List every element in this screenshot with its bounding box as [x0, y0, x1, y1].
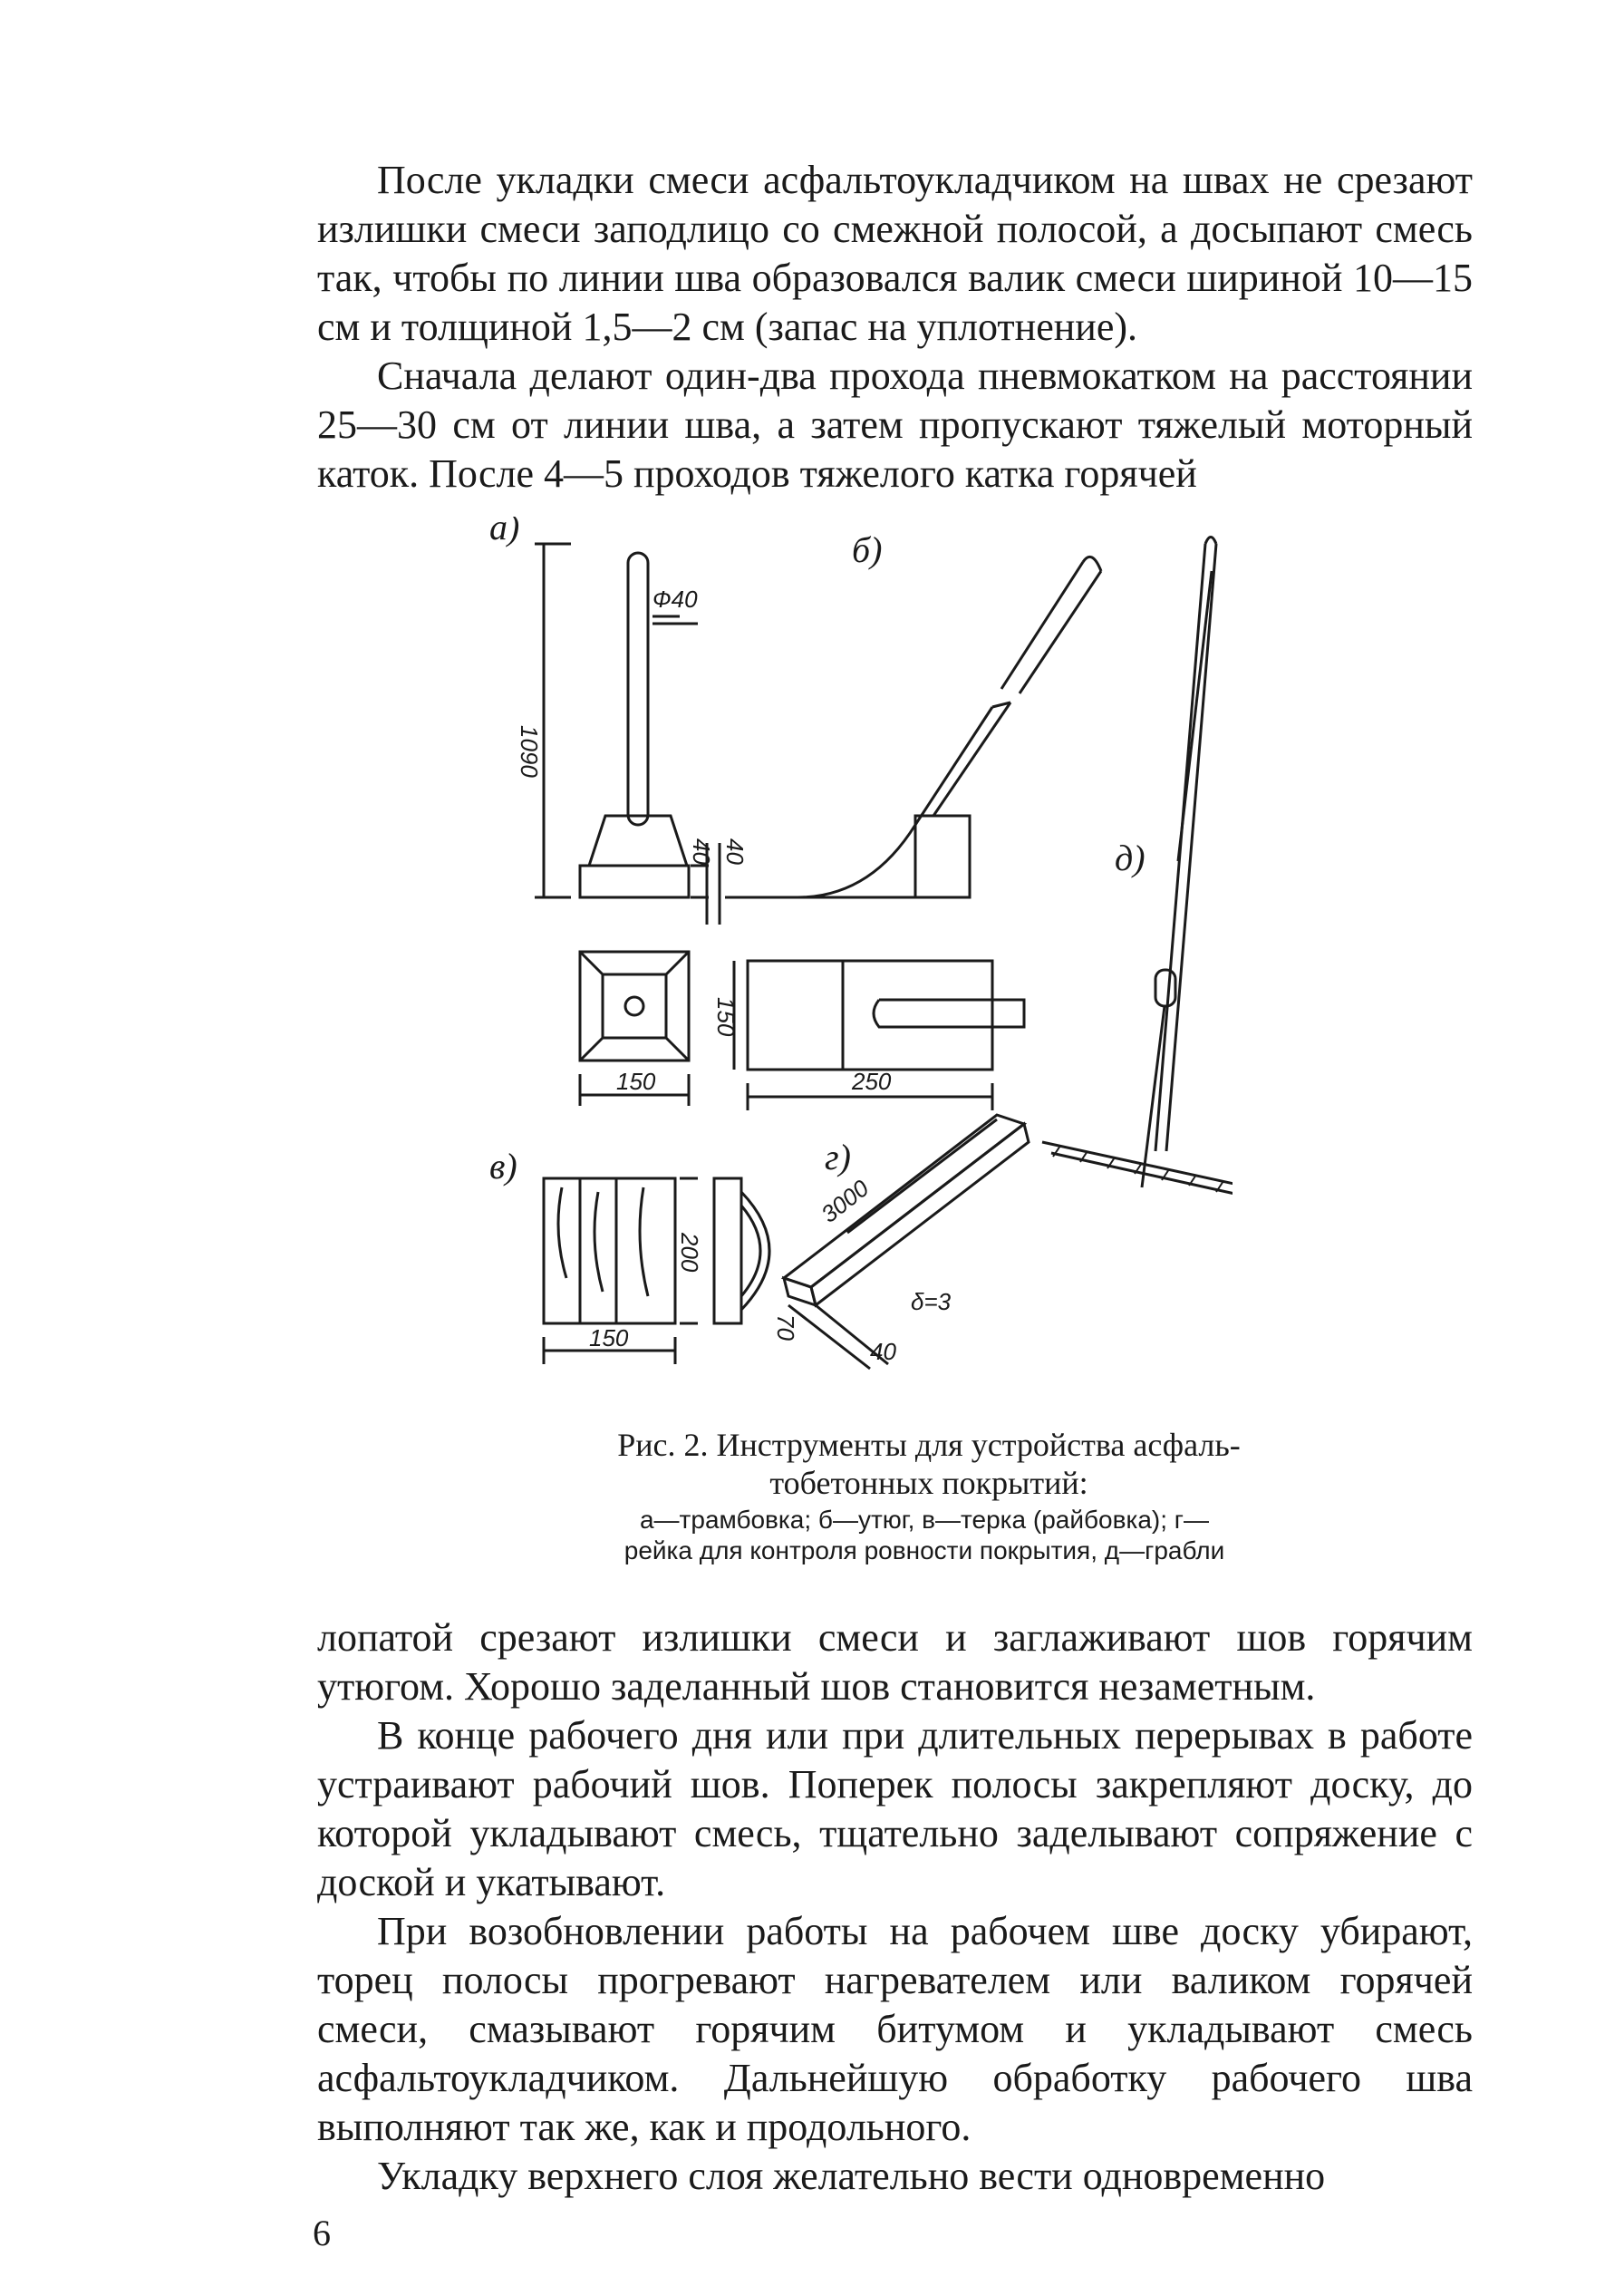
panel-label-a: а): [489, 517, 520, 547]
panel-label-g: г): [825, 1137, 851, 1177]
straightedge-rail: [784, 1115, 1029, 1369]
dim-height: 1090: [516, 725, 543, 778]
float-side-view: [714, 1178, 769, 1323]
panel-label-b: б): [852, 529, 883, 570]
iron-side-view: [725, 557, 1101, 897]
dim-iron-width: 250: [852, 1068, 892, 1095]
dim-rail-width: 40: [870, 1338, 896, 1365]
caption-legend-line-1: а—трамбовка; б—утюг, в—терка (райбовка); г—: [639, 1506, 1210, 1534]
paragraph-working-seam: В конце рабочего дня или при длительных перерывах в работе устраивают рабочий шов. Поперек полосы закрепляют доску, до которой укладывают смесь, тщательно заделывают сопряжение с доской и укатывают.: [317, 1713, 1473, 1904]
dim-gap-right: 40: [721, 838, 749, 865]
caption-title-line-2: тобетонных покрытий:: [769, 1465, 1088, 1501]
dim-float-width: 150: [589, 1324, 629, 1351]
page-number: 6: [313, 2213, 331, 2253]
dim-iron-height: 150: [712, 997, 740, 1037]
paragraph-top-layer: Укладку верхнего слоя желательно вести одновременно: [377, 2154, 1326, 2198]
tools-drawing: [489, 517, 1232, 1423]
panel-label-v: в): [489, 1146, 517, 1187]
dim-rail-length: 3000: [816, 1174, 875, 1228]
paragraph-seam-trimming: После укладки смеси асфальтоукладчиком на швах не срезают излишки смеси заподлицо со смежной полосой, а досыпают смесь так, чтобы по линии шва образовался валик смеси шириной 10—15 см и толщиной 1,5—2 см (запас на уплотнение).: [317, 158, 1473, 349]
caption-title-line-1: Рис. 2. Инструменты для устройства асфаль-: [617, 1427, 1241, 1463]
caption-legend-line-2: рейка для контроля ровности покрытия, д—грабли: [624, 1536, 1225, 1564]
paragraph-resuming-work: При возобновлении работы на рабочем шве доску убирают, торец полосы прогревают нагревателем или валиком горячей смеси, смазывают горячим битумом и укладывают смесь асфальтоукладчиком. Дальнейшую обработку рабочего шва выполняют так же, как и продольного.: [317, 1909, 1473, 2149]
paragraph-iron-smoothing: лопатой срезают излишки смеси и заглаживают шов горячим утюгом. Хорошо заделанный шов становится незаметным.: [317, 1615, 1473, 1709]
dim-rail-height: 70: [772, 1314, 799, 1341]
tools-figure: [489, 517, 1232, 1423]
dim-float-height: 200: [676, 1233, 703, 1273]
dim-tamper-width: 150: [616, 1068, 656, 1095]
dim-diameter: Ф40: [652, 586, 698, 613]
figure-caption-title: [557, 1426, 1300, 1502]
panel-label-d: д): [1115, 838, 1146, 878]
dim-gap-left: 40: [688, 838, 715, 865]
dim-rail-thickness: δ=3: [911, 1288, 952, 1315]
paragraph-rolling-passes: Сначала делают один-два прохода пневмокатком на расстоянии 25—30 см от линии шва, а затем пропускают тяжелый моторный каток. После 4—5 проходов тяжелого катка горячей: [317, 354, 1473, 496]
figure-caption-legend: [526, 1505, 1323, 1566]
